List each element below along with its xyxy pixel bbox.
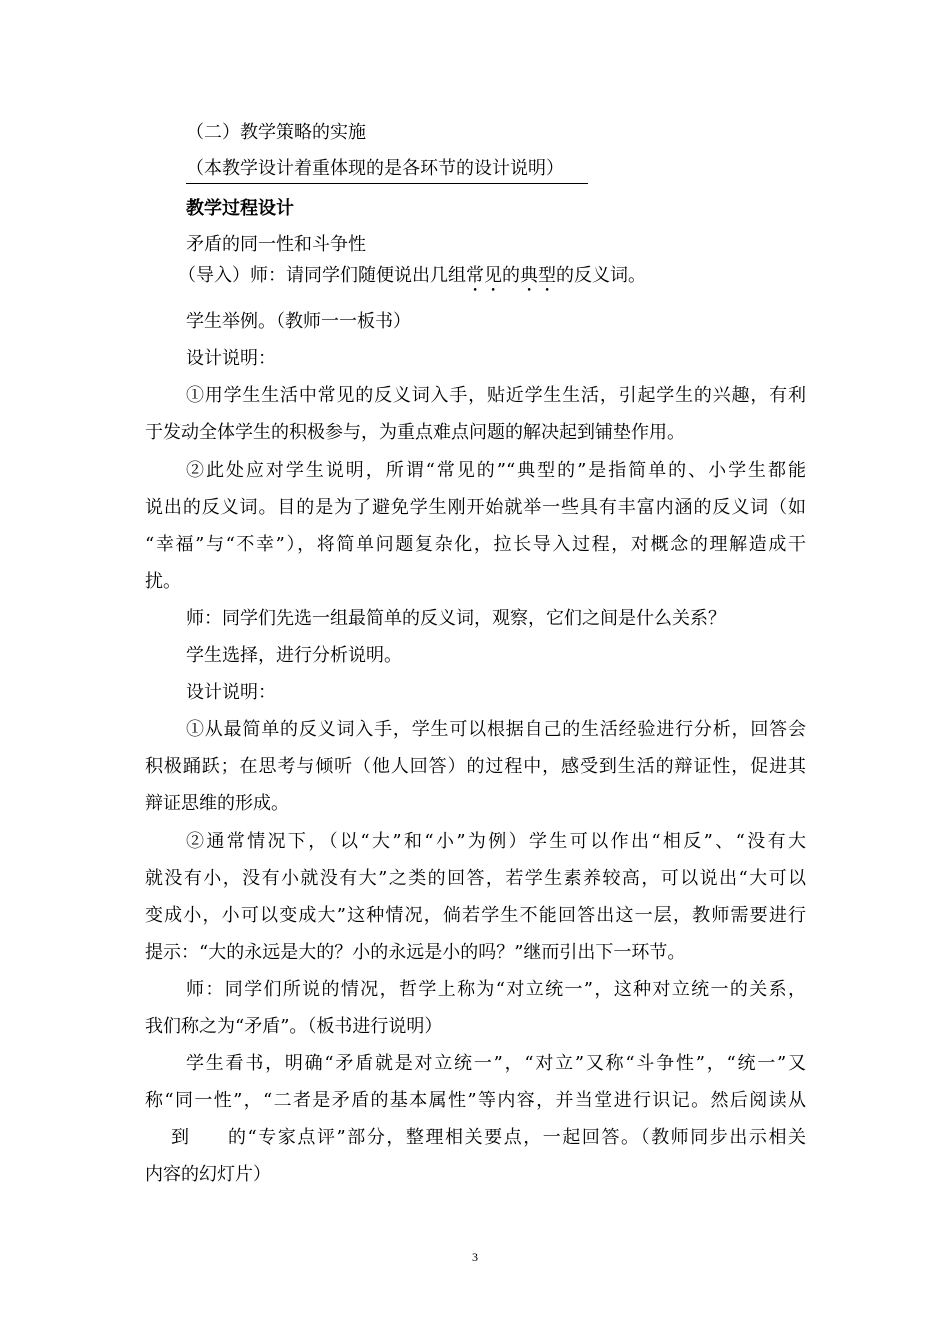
- paragraph-line: 内容的幻灯片）: [145, 1164, 271, 1185]
- paragraph-line: 辩证思维的形成。: [145, 793, 289, 814]
- paragraph-line-start: 到: [171, 1127, 189, 1148]
- page-number: 3: [472, 1250, 478, 1264]
- intro-emphasis-2: 典型: [520, 265, 556, 286]
- paragraph-line: 扰。: [145, 571, 181, 592]
- intro-prefix: （导入）师：请同学们随便说出几组: [178, 265, 466, 286]
- design-note-text: （本教学设计着重体现的是各环节的设计说明）: [186, 157, 588, 184]
- paragraph-line: 设计说明：: [186, 348, 276, 369]
- paragraph-line: 积极踊跃；在思考与倾听（他人回答）的过程中，感受到生活的辩证性，促进其: [145, 756, 806, 777]
- paragraph-line: ②此处应对学生说明，所谓“常见的”“典型的”是指简单的、小学生都能: [186, 460, 806, 481]
- paragraph-line: 我们称之为“矛盾”。（板书进行说明）: [145, 1016, 443, 1037]
- paragraph-line: 提示：“大的永远是大的？小的永远是小的吗？”继而引出下一环节。: [145, 942, 686, 963]
- intro-line: [178, 264, 646, 296]
- section-heading: （二）教学策略的实施: [186, 122, 366, 143]
- paragraph-line: “幸福”与“不幸”），将简单问题复杂化，拉长导入过程，对概念的理解造成干: [145, 534, 806, 555]
- topic-title: 矛盾的同一性和斗争性: [186, 234, 366, 255]
- paragraph-line: 称“同一性”，“二者是矛盾的基本属性”等内容，并当堂进行识记。然后阅读从: [145, 1090, 806, 1111]
- paragraph-line: ①用学生生活中常见的反义词入手，贴近学生生活，引起学生的兴趣，有利: [186, 385, 806, 406]
- process-title: 教学过程设计: [186, 198, 294, 219]
- paragraph-line: 学生选择，进行分析说明。: [186, 645, 402, 666]
- paragraph-line: ①从最简单的反义词入手，学生可以根据自己的生活经验进行分析，回答会: [186, 719, 806, 740]
- paragraph-line: 就没有小，没有小就没有大”之类的回答，若学生素养较高，可以说出“大可以: [145, 868, 806, 889]
- paragraph-line: 师：同学们先选一组最简单的反义词，观察，它们之间是什么关系？: [186, 608, 726, 629]
- paragraph-line: 说出的反义词。目的是为了避免学生刚开始就举一些具有丰富内涵的反义词（如: [145, 497, 806, 518]
- paragraph-line: 设计说明：: [186, 682, 276, 703]
- paragraph-line: 学生看书，明确“矛盾就是对立统一”，“对立”又称“斗争性”，“统一”又: [186, 1053, 806, 1074]
- paragraph-line: 师：同学们所说的情况，哲学上称为“对立统一”，这种对立统一的关系，: [186, 979, 806, 1000]
- design-note: [186, 157, 588, 184]
- intro-emphasis-1: 常见: [466, 265, 502, 286]
- paragraph-line: 学生举例。（教师一一板书）: [186, 311, 411, 332]
- paragraph-line: 变成小，小可以变成大”这种情况，倘若学生不能回答出这一层，教师需要进行: [145, 905, 806, 926]
- paragraph-line: ②通常情况下，（以“大”和“小”为例）学生可以作出“相反”、“没有大: [186, 831, 806, 852]
- intro-mid: 的: [502, 265, 520, 286]
- intro-suffix: 的反义词。: [556, 265, 646, 286]
- paragraph-line: 的“专家点评”部分，整理相关要点，一起回答。（教师同步出示相关: [228, 1127, 806, 1148]
- paragraph-line: 于发动全体学生的积极参与，为重点难点问题的解决起到铺垫作用。: [145, 422, 685, 443]
